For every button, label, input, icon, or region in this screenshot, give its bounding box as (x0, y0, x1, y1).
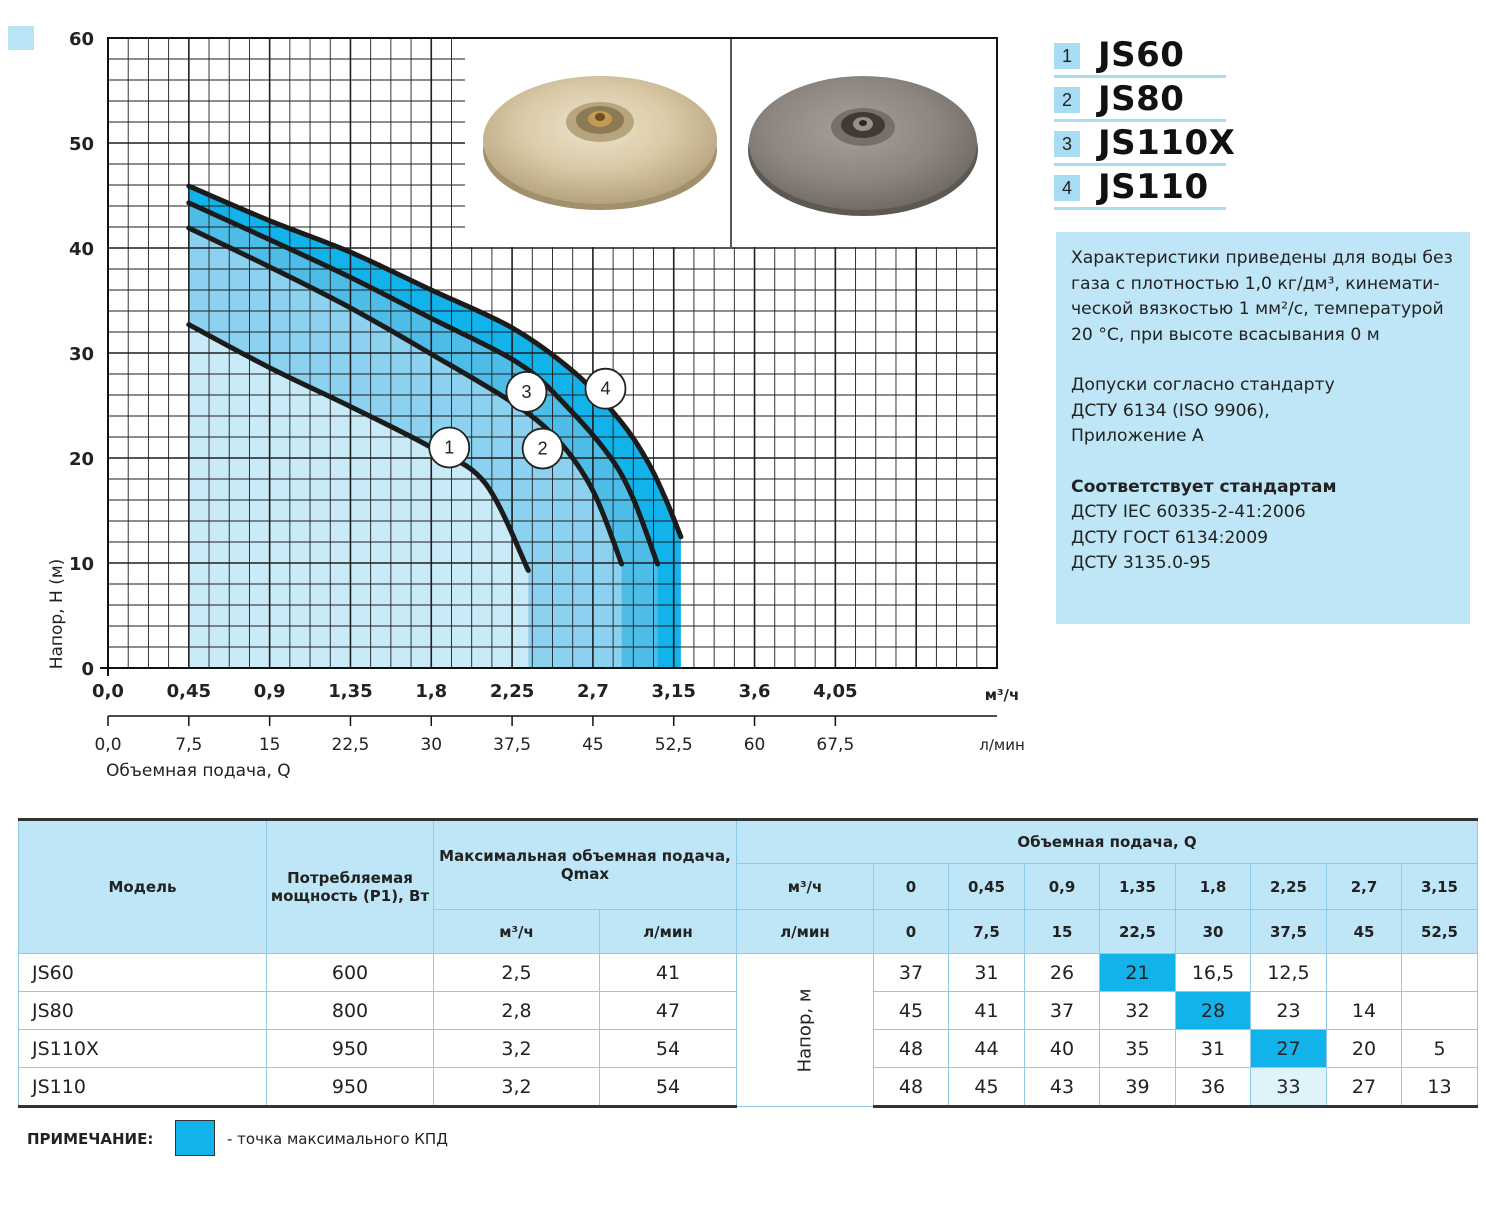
head-label: Напор, м (794, 988, 816, 1073)
cell-head: 44 (949, 1030, 1025, 1068)
x-tick-label: 2,7 (576, 681, 609, 702)
y-axis-label: Напор, H (м) (47, 558, 67, 670)
x2-tick-label: 22,5 (331, 735, 370, 755)
cell-head: 39 (1100, 1068, 1176, 1107)
cell-head (1402, 992, 1478, 1030)
header-qmax: Максимальная объемная подача, Qmax (434, 820, 737, 910)
header-power: Потребляемая мощность (P1), Вт (267, 820, 434, 954)
cell-qmax-m3h: 2,8 (434, 992, 600, 1030)
cell-model: JS110 (19, 1068, 267, 1107)
legend-number: 3 (1054, 131, 1080, 157)
performance-table (18, 818, 1478, 1108)
x-tick-label: 1,35 (328, 681, 373, 702)
qmax-unit-m3h: м³/ч (434, 910, 600, 954)
x-tick-label: 2,25 (489, 681, 535, 702)
y-tick-label: 30 (68, 344, 94, 365)
legend-model-name: JS110X (1098, 123, 1236, 163)
cell-head: 14 (1327, 992, 1402, 1030)
unit-lmin-row-label: л/мин (737, 910, 874, 954)
cell-head: 20 (1327, 1030, 1402, 1068)
conditions-line: ческой вязкостью 1 мм²/с, температурой (1071, 299, 1444, 319)
q-lmin-value: 52,5 (1402, 910, 1478, 954)
cell-head: 37 (874, 954, 949, 992)
q-lmin-value: 0 (874, 910, 949, 954)
cell-head: 41 (949, 992, 1025, 1030)
x2-unit-label: л/мин (979, 736, 1025, 754)
standard-line: ДСТУ 3135.0-95 (1071, 553, 1212, 573)
legend-number: 4 (1054, 175, 1080, 201)
legend-number: 2 (1054, 87, 1080, 113)
tolerance-line: Допуски согласно стандарту (1071, 375, 1335, 395)
brass-impeller-image (483, 76, 717, 210)
x-tick-label: 0,0 (92, 681, 124, 702)
cell-head: 45 (874, 992, 949, 1030)
conditions-line: газа с плотностью 1,0 кг/дм³, кинемати- (1071, 273, 1440, 294)
q-m3h-value: 0 (874, 864, 949, 910)
curve-marker-label-1: 1 (444, 437, 455, 458)
x-tick-label: 0,9 (253, 681, 286, 702)
cell-head-max-efficiency: 28 (1176, 992, 1251, 1030)
x-tick-label: 3,15 (651, 681, 696, 702)
cell-head: 26 (1025, 954, 1100, 992)
q-m3h-value: 0,45 (949, 864, 1025, 910)
qmax-unit-lmin: л/мин (600, 910, 737, 954)
cell-head: 48 (874, 1030, 949, 1068)
x-tick-label: 1,8 (415, 681, 448, 702)
y-tick-label: 40 (68, 239, 94, 260)
cell-head (1327, 954, 1402, 992)
cell-head: 48 (874, 1068, 949, 1107)
y-tick-label: 20 (68, 449, 94, 470)
y-tick-label: 0 (81, 659, 94, 680)
x2-tick-label: 0,0 (94, 735, 122, 755)
conditions-line: 20 °C, при высоте всасывания 0 м (1071, 324, 1380, 345)
x2-tick-label: 60 (743, 735, 766, 755)
x-tick-label: 3,6 (738, 681, 771, 702)
q-lmin-value: 15 (1025, 910, 1100, 954)
max-efficiency-swatch (175, 1120, 215, 1156)
cell-head: 40 (1025, 1030, 1100, 1068)
cell-head: 31 (1176, 1030, 1251, 1068)
x-axis-label: Объемная подача, Q (106, 761, 291, 781)
header-model: Модель (19, 820, 267, 954)
table-row (19, 954, 1478, 992)
x2-tick-label: 15 (258, 735, 281, 755)
header-flow: Объемная подача, Q (737, 820, 1478, 864)
cell-model: JS110X (19, 1030, 267, 1068)
x2-tick-label: 30 (420, 735, 443, 755)
cell-qmax-lmin: 54 (600, 1068, 737, 1107)
q-lmin-value: 45 (1327, 910, 1402, 954)
legend-item-js110x (1054, 122, 1236, 166)
standards-title: Соответствует стандартам (1071, 476, 1337, 497)
cell-head: 35 (1100, 1030, 1176, 1068)
standard-line: ДСТУ ГОСТ 6134:2009 (1071, 527, 1269, 548)
cell-qmax-lmin: 41 (600, 954, 737, 992)
y-tick-label: 10 (68, 554, 94, 575)
q-lmin-value: 30 (1176, 910, 1251, 954)
curve-marker-label-4: 4 (600, 378, 611, 399)
y-tick-label: 50 (68, 134, 94, 155)
tolerance-line: ДСТУ 6134 (ISO 9906), (1071, 400, 1270, 421)
x2-tick-label: 52,5 (654, 735, 693, 755)
curve-marker-label-3: 3 (521, 381, 532, 402)
cell-qmax-lmin: 54 (600, 1030, 737, 1068)
cell-head-max-efficiency: 27 (1251, 1030, 1327, 1068)
note-text: - точка максимального КПД (227, 1130, 448, 1148)
cell-head: 5 (1402, 1030, 1478, 1068)
x2-tick-label: 45 (582, 735, 604, 755)
legend-model-name: JS80 (1098, 79, 1185, 119)
x2-tick-label: 37,5 (493, 735, 532, 755)
legend-model-name: JS60 (1098, 35, 1185, 75)
x-tick-label: 0,45 (166, 681, 212, 702)
cell-power: 600 (267, 954, 434, 992)
legend-number: 1 (1054, 43, 1080, 69)
cell-head: 43 (1025, 1068, 1100, 1107)
cell-power: 950 (267, 1068, 434, 1107)
head-label-cell (737, 954, 874, 1107)
cell-head (1402, 954, 1478, 992)
cell-head: 27 (1327, 1068, 1402, 1107)
q-m3h-value: 2,25 (1251, 864, 1327, 910)
cell-head: 12,5 (1251, 954, 1327, 992)
cell-head: 16,5 (1176, 954, 1251, 992)
unit-m3h-row-label: м³/ч (737, 864, 874, 910)
cell-model: JS60 (19, 954, 267, 992)
steel-impeller-image (748, 76, 978, 216)
cell-qmax-lmin: 47 (600, 992, 737, 1030)
note-label: ПРИМЕЧАНИЕ: (27, 1130, 154, 1148)
pump-curve-chart (0, 0, 1040, 790)
x-tick-label: 4,05 (813, 681, 858, 702)
conditions-line: Характеристики приведены для воды без (1071, 248, 1453, 268)
cell-head: 32 (1100, 992, 1176, 1030)
q-m3h-value: 1,35 (1100, 864, 1176, 910)
q-m3h-value: 1,8 (1176, 864, 1251, 910)
legend (1054, 34, 1236, 210)
q-lmin-value: 37,5 (1251, 910, 1327, 954)
cell-head: 33 (1251, 1068, 1327, 1107)
legend-item-js110 (1054, 166, 1226, 210)
cell-power: 950 (267, 1030, 434, 1068)
tolerance-line: Приложение А (1071, 426, 1204, 446)
cell-power: 800 (267, 992, 434, 1030)
q-m3h-value: 3,15 (1402, 864, 1478, 910)
curve-marker-label-2: 2 (537, 438, 548, 459)
cell-model: JS80 (19, 992, 267, 1030)
curve-fill-areas (189, 186, 681, 668)
cell-qmax-m3h: 3,2 (434, 1068, 600, 1107)
cell-head: 31 (949, 954, 1025, 992)
cell-qmax-m3h: 2,5 (434, 954, 600, 992)
y-tick-label: 60 (68, 29, 94, 50)
q-lmin-value: 22,5 (1100, 910, 1176, 954)
q-m3h-value: 2,7 (1327, 864, 1402, 910)
conditions-info-box (1056, 232, 1470, 624)
cell-head: 36 (1176, 1068, 1251, 1107)
cell-head: 23 (1251, 992, 1327, 1030)
cell-head: 37 (1025, 992, 1100, 1030)
q-m3h-value: 0,9 (1025, 864, 1100, 910)
x2-tick-label: 67,5 (816, 735, 855, 755)
legend-item-js80 (1054, 78, 1226, 122)
cell-qmax-m3h: 3,2 (434, 1030, 600, 1068)
impeller-photos (465, 38, 997, 247)
x2-tick-label: 7,5 (175, 735, 203, 755)
legend-item-js60 (1054, 34, 1226, 78)
cell-head-max-efficiency: 21 (1100, 954, 1176, 992)
standard-line: ДСТУ IEC 60335-2-41:2006 (1071, 502, 1306, 522)
x-unit-label: м³/ч (984, 686, 1020, 704)
legend-model-name: JS110 (1098, 167, 1209, 207)
q-lmin-value: 7,5 (949, 910, 1025, 954)
cell-head: 45 (949, 1068, 1025, 1107)
cell-head: 13 (1402, 1068, 1478, 1107)
